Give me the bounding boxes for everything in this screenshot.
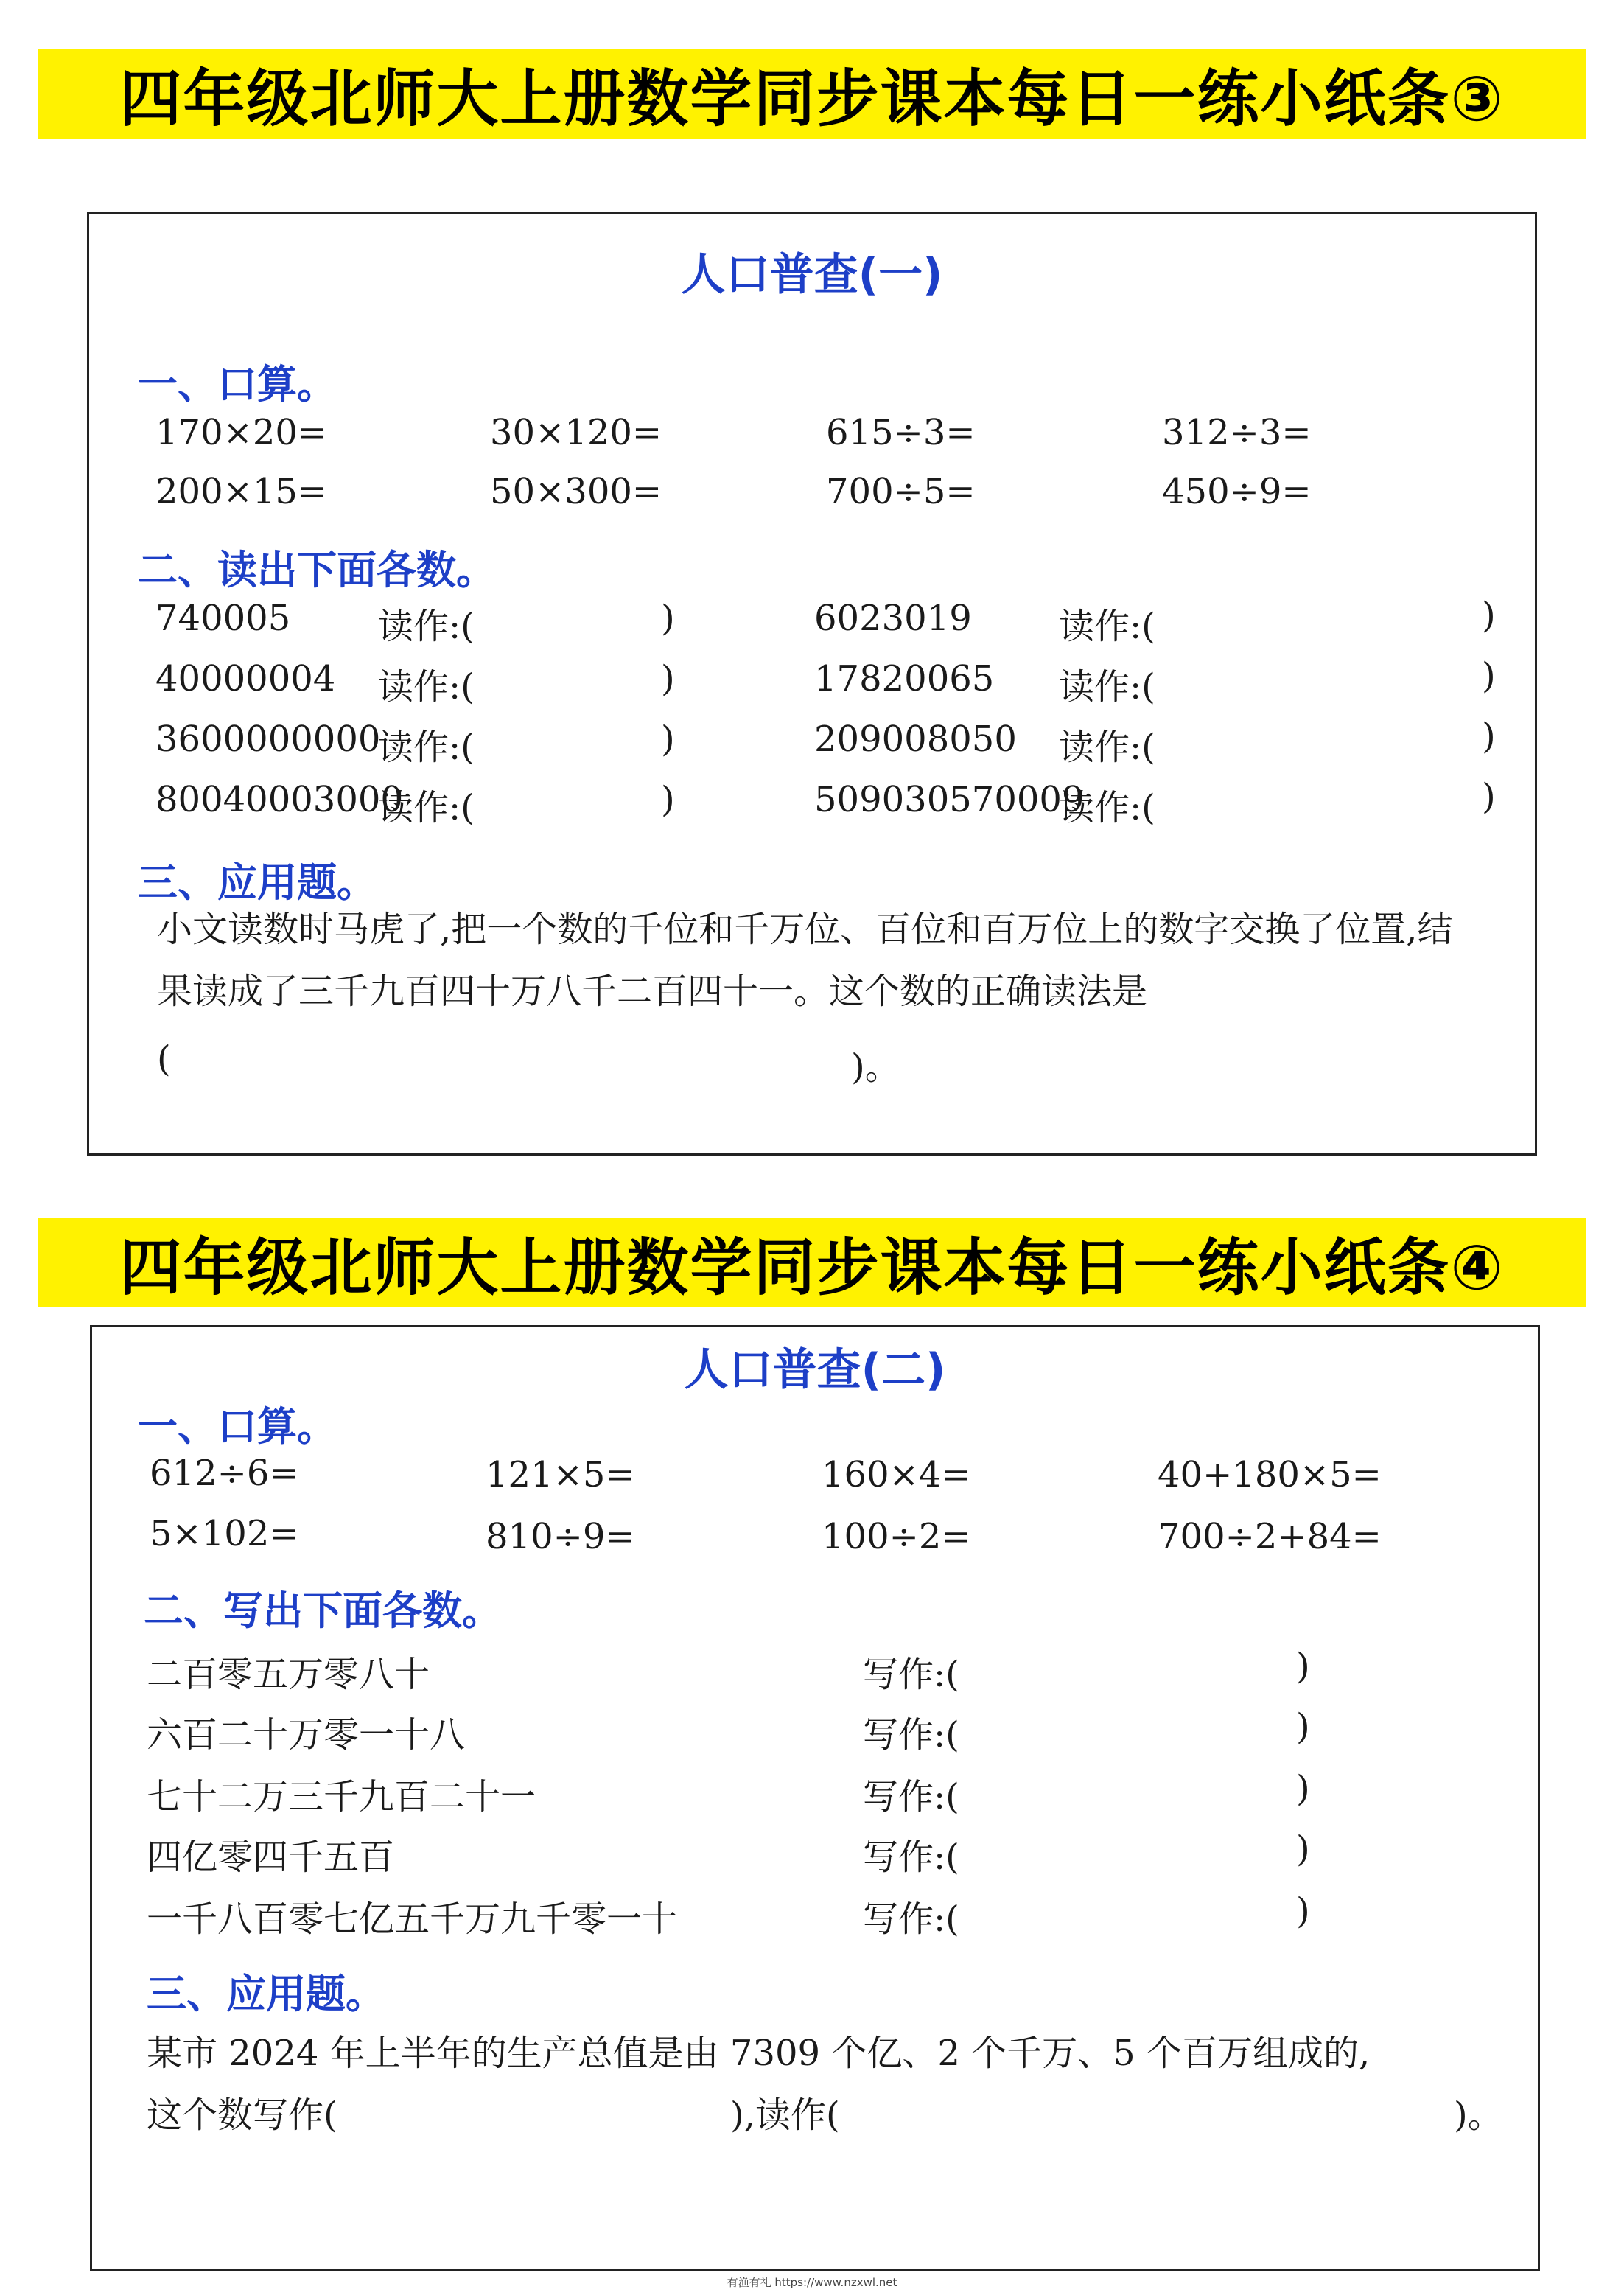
number-item: 209008050 [814, 719, 1017, 760]
answer-open-paren: ( [157, 1038, 171, 1080]
read-label: 读作:( [378, 727, 475, 768]
word-problem-read-label: ),读作( [730, 2095, 840, 2136]
number-item: 40000004 [155, 658, 336, 699]
sheet-title: 人口普查(一) [681, 249, 943, 301]
calc-item: 700÷5= [826, 471, 976, 512]
read-label: 读作:( [1059, 606, 1155, 647]
close-paren: ) [661, 779, 675, 820]
calc-item: 40+180×5= [1158, 1454, 1382, 1495]
calc-item: 160×4= [822, 1454, 971, 1495]
worksheet-card-2 [90, 1325, 1540, 2271]
word-problem-write-label: 这个数写作( [147, 2095, 337, 2136]
section-read-numbers: 二、读出下面各数。 [138, 547, 496, 593]
worksheet-card-1 [87, 212, 1537, 1156]
read-label: 读作:( [378, 666, 475, 708]
read-label: 读作:( [1059, 666, 1155, 708]
calc-item: 312÷3= [1162, 412, 1312, 453]
footer-watermark-text: 有渔有礼 https://www.nzxwl.net [727, 2276, 897, 2289]
word-number: 一千八百零七亿五千万九千零一十 [147, 1898, 678, 1940]
read-label: 读作:( [1059, 787, 1155, 828]
section-word-problem: 三、应用题。 [138, 859, 377, 906]
close-paren: ) [1296, 1706, 1310, 1747]
word-problem-text: 小文读数时马虎了,把一个数的千位和千万位、百位和百万位上的数字交换了位置,结果读成了三千九百四十万八千二百四十一。这个数的正确读法是 [157, 909, 1453, 1012]
word-number: 七十二万三千九百二十一 [147, 1776, 536, 1817]
write-label: 写作:( [863, 1837, 959, 1878]
calc-item: 700÷2+84= [1158, 1516, 1382, 1557]
write-label: 写作:( [863, 1898, 959, 1940]
word-problem-line-1: 某市 2024 年上半年的生产总值是由 7309 个亿、2 个千万、5 个百万组成的, [147, 2033, 1371, 2074]
word-problem-close: )。 [1454, 2095, 1503, 2136]
section-oral-calc: 一、口算。 [138, 361, 337, 408]
calc-item: 612÷6= [150, 1453, 299, 1494]
calc-item: 5×102= [150, 1513, 299, 1554]
close-paren: ) [1296, 1890, 1310, 1932]
close-paren: ) [661, 658, 675, 699]
number-item: 80040003000 [155, 779, 403, 820]
calc-item: 121×5= [486, 1454, 635, 1495]
close-paren: ) [1296, 1768, 1310, 1809]
close-paren: ) [661, 598, 675, 639]
write-label: 写作:( [863, 1654, 959, 1695]
write-label: 写作:( [863, 1776, 959, 1817]
number-item: 740005 [155, 598, 291, 639]
number-item: 6023019 [814, 598, 972, 639]
close-paren: ) [661, 719, 675, 760]
close-paren: ) [1296, 1828, 1310, 1870]
word-number: 六百二十万零一十八 [147, 1714, 466, 1756]
calc-item: 615÷3= [826, 412, 976, 453]
section-write-numbers: 二、写出下面各数。 [144, 1587, 502, 1634]
read-label: 读作:( [1059, 727, 1155, 768]
calc-item: 450÷9= [1162, 471, 1312, 512]
close-paren: ) [1296, 1646, 1310, 1687]
number-item: 17820065 [814, 658, 995, 699]
close-paren: ) [1482, 595, 1496, 636]
close-paren: ) [1482, 655, 1496, 696]
word-number: 四亿零四千五百 [147, 1837, 395, 1878]
calc-item: 100÷2= [822, 1516, 971, 1557]
number-item: 3600000000 [155, 719, 381, 760]
section-oral-calc: 一、口算。 [138, 1403, 337, 1450]
write-label: 写作:( [863, 1714, 959, 1756]
close-paren: ) [1482, 776, 1496, 817]
calc-item: 200×15= [155, 471, 328, 512]
worksheet-banner-3: 四年级北师大上册数学同步课本每日一练小纸条③ [38, 49, 1586, 139]
calc-item: 30×120= [490, 412, 662, 453]
calc-item: 50×300= [490, 471, 662, 512]
number-item: 509030570009 [814, 779, 1085, 820]
answer-close-paren: )。 [851, 1047, 900, 1088]
read-label: 读作:( [378, 606, 475, 647]
word-number: 二百零五万零八十 [147, 1654, 430, 1695]
close-paren: ) [1482, 716, 1496, 757]
calc-item: 170×20= [155, 412, 328, 453]
calc-item: 810÷9= [486, 1516, 635, 1557]
sheet-title: 人口普查(二) [684, 1344, 946, 1396]
read-label: 读作:( [378, 787, 475, 828]
worksheet-banner-4: 四年级北师大上册数学同步课本每日一练小纸条④ [38, 1218, 1586, 1307]
section-word-problem: 三、应用题。 [147, 1971, 385, 2017]
